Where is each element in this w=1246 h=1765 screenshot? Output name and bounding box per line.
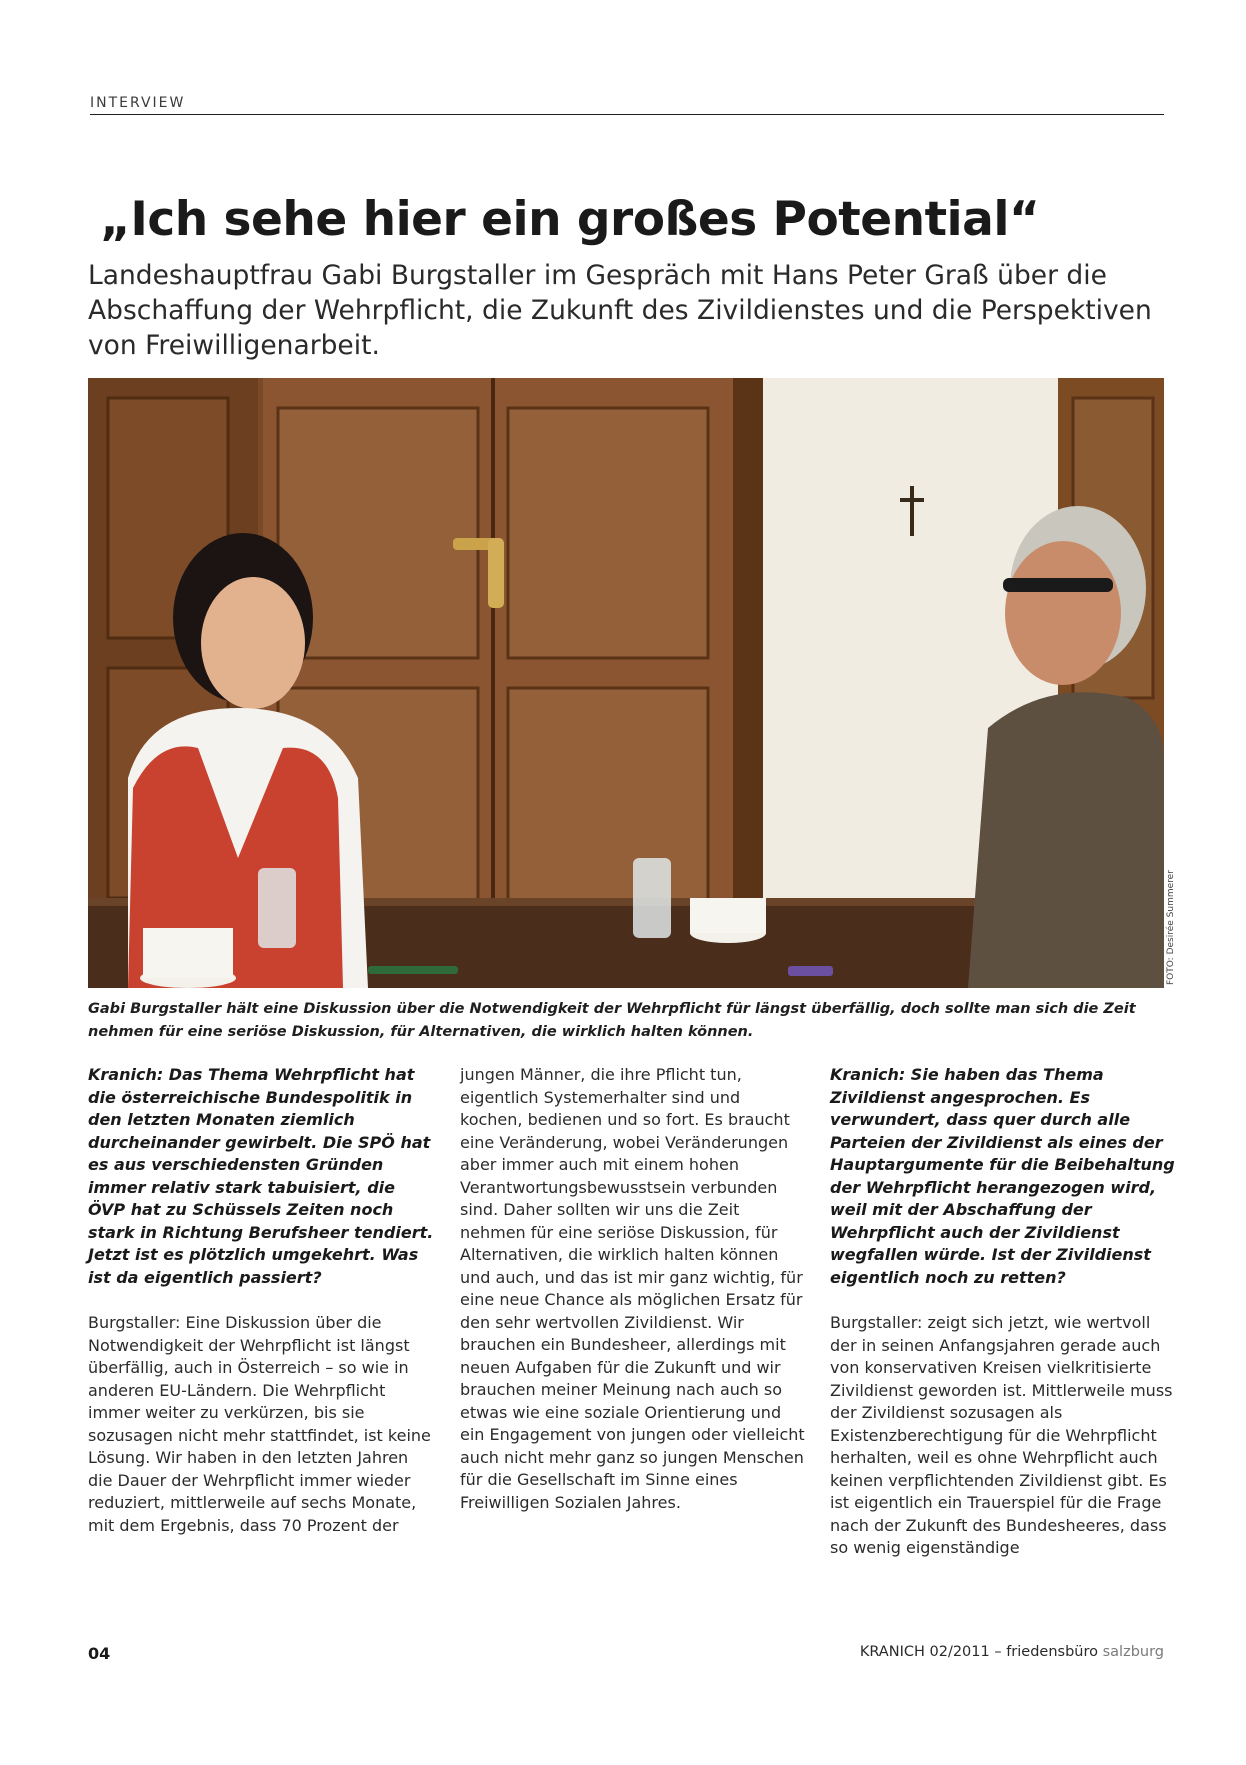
article-column-2 bbox=[460, 1064, 806, 1514]
interview-answer-2: Burgstaller: zeigt sich jetzt, wie wertvoll der in seinen Anfangsjahren gerade auch von konservativen Kreisen vielkritisierte Zivildienst geworden ist. Mittlerweile muss der Zivildienst sozusagen als Existenzberechtigung für die Wehrpflicht herhalten, weil es ohne Wehrpflicht auch keinen verpflichtenden Zivildienst gibt. Es ist eigentlich ein Trauerspiel für die Frage nach der Zukunft des Bundesheeres, dass so wenig eigenständige bbox=[830, 1313, 1173, 1557]
section-label: INTERVIEW bbox=[90, 95, 186, 111]
headline: „Ich sehe hier ein großes Potential“ bbox=[100, 192, 1040, 247]
header-rule bbox=[90, 114, 1164, 115]
publication-footer bbox=[860, 1644, 1164, 1660]
interview-question-1: Kranich: Das Thema Wehrpflicht hat die österreichische Bundespolitik in den letzten Monaten ziemlich durcheinander gewirbelt. Die SPÖ hat es aus verschiedensten Gründen immer relativ stark tabuisiert, die ÖVP hat zu Schüssels Zeiten noch stark in Richtung Berufsheer tendiert. Jetzt ist es plötzlich umgekehrt. Was ist da eigentlich passiert? bbox=[88, 1065, 434, 1287]
article-column-3 bbox=[830, 1064, 1176, 1560]
photo-caption: Gabi Burgstaller hält eine Diskussion über die Notwendigkeit der Wehrpflicht für längst überfällig, doch sollte man sich die Zeit nehmen für eine seriöse Diskussion, für Alternativen, die wirklich halten können. bbox=[88, 1001, 1136, 1040]
article-column-1 bbox=[88, 1064, 434, 1537]
page-number: 04 bbox=[88, 1644, 111, 1663]
photo-credit: FOTO: Desirée Summerer bbox=[1166, 870, 1176, 985]
publication-name: KRANICH 02/2011 – friedensbüro bbox=[859, 1644, 1098, 1660]
interview-question-2: Kranich: Sie haben das Thema Zivildienst angesprochen. Es verwundert, dass quer durch alle Parteien der Zivildienst als eines der Hauptargumente für die Beibehaltung der Wehrpflicht herangezogen wird, weil mit der Abschaffung der Wehrpflicht auch der Zivildienst wegfallen würde. Ist der Zivildienst eigentlich noch zu retten? bbox=[830, 1065, 1175, 1287]
subheadline: Landeshauptfrau Gabi Burgstaller im Gespräch mit Hans Peter Graß über die Abschaffung der Wehrpflicht, die Zukunft des Zivildienstes und die Perspektiven von Freiwilligenarbeit. bbox=[88, 260, 1152, 361]
interview-answer-1: Burgstaller: Eine Diskussion über die Notwendigkeit der Wehrpflicht ist längst überfällig, auch in Österreich – so wie in anderen EU-Ländern. Die Wehrpflicht immer weiter zu verkürzen, bis sie sozusagen nicht mehr stattfindet, ist keine Lösung. Wir haben in den letzten Jahren die Dauer der Wehrpflicht immer wieder reduziert, mittlerweile auf sechs Monate, mit dem Ergebnis, dass 70 Prozent der bbox=[88, 1313, 431, 1535]
publication-location: salzburg bbox=[1102, 1644, 1164, 1660]
interview-answer-1-continued: jungen Männer, die ihre Pflicht tun, eigentlich Systemerhalter sind und kochen, bedienen und so fort. Es braucht eine Veränderung, wobei Veränderungen aber immer auch mit einem hohen Verantwortungsbewusstsein verbunden sind. Daher sollten wir uns die Zeit nehmen für eine seriöse Diskussion, für Alternativen, die wirklich halten können und auch, und das ist mir ganz wichtig, für eine neue Chance als möglichen Ersatz für den sehr wertvollen Zivildienst. Wir brauchen ein Bundesheer, allerdings mit neuen Aufgaben für die Zukunft und wir brauchen meiner Meinung nach auch so etwas wie eine soziale Orientierung und ein Engagement von jungen oder vielleicht auch nicht mehr ganz so jungen Menschen für die Gesellschaft im Sinne eines Freiwilligen Sozialen Jahres. bbox=[460, 1065, 805, 1512]
interview-photo bbox=[88, 378, 1164, 988]
